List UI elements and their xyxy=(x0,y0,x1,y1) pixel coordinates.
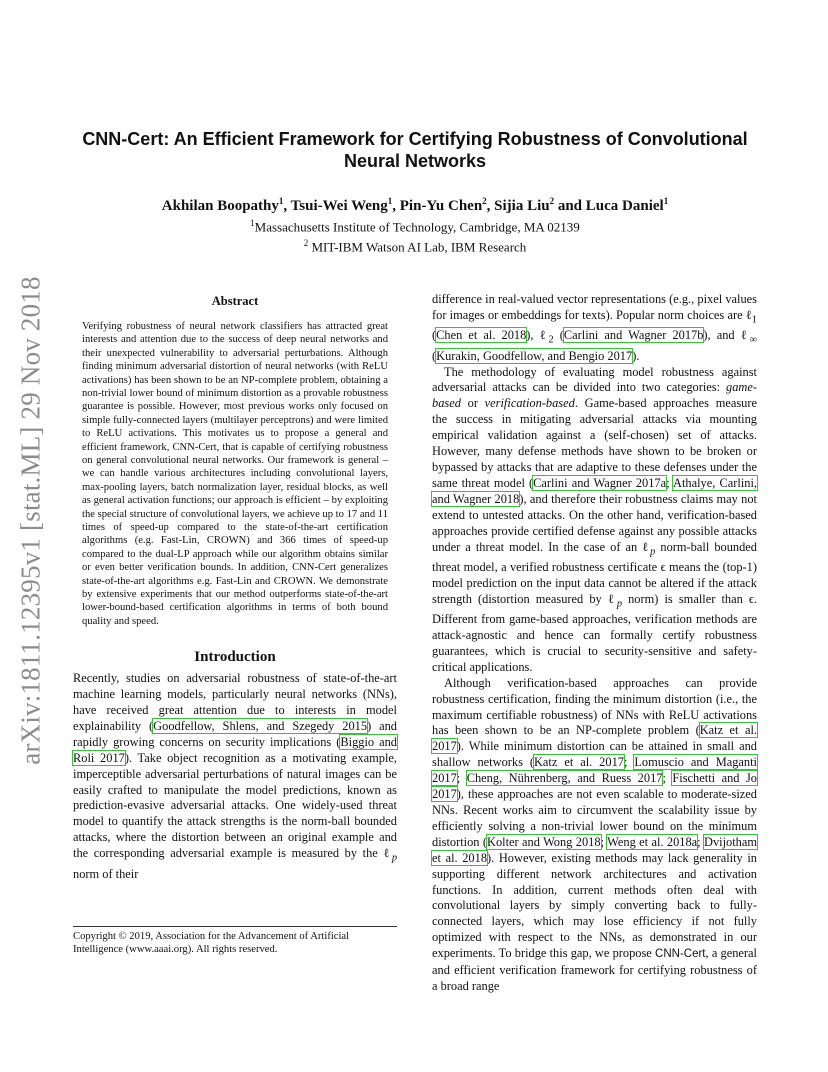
author-affil-mark: 1 xyxy=(663,196,669,206)
paragraph-verification: Although verification-based approaches can provide robustness certification, finding the minimum distortion (i.e., the maximum certifiable robustness) of NNs with ReLU activations has been shown to be an NP-complete problem (Katz et al. 2017). While minimum distortion can be attained in small and shallow networks (Katz et al. 2017; Lomuscio and Maganti 2017; Cheng, Nührenberg, and Ruess 2017; Fischetti and Jo 2017), these approaches are not even scalable to moderate-sized NNs. Recent works aim to circumvent the scalability issue by efficiently solving a non-trivial lower bound on the minimum distortion (Kolter and Wong 2018; Weng et al. 2018a; Dvijotham et al. 2018). However, existing methods may lack generality in supporting different network architectures and activation functions. In addition, current methods often deal with convolutional layers by simply converting back to fully-connected layers, which may lose efficiency if not fully optimized with respect to the NNs, as demonstrated in our experiments. To bridge this gap, we propose CNN-Cert, a general and efficient verification framework for certifying robustness of a broad range xyxy=(432,675,757,993)
citation-link[interactable]: Athalye, Carlini, and Wagner 2018 xyxy=(432,475,757,506)
citation-link[interactable]: Lomuscio and Maganti 2017 xyxy=(432,755,757,786)
arxiv-stamp: arXiv:1811.12395v1 [stat.ML] 29 Nov 2018 xyxy=(15,275,46,765)
citation-link[interactable]: Carlini and Wagner 2017b xyxy=(563,328,704,343)
author-name: Tsui-Wei Weng xyxy=(290,198,388,214)
paper-header xyxy=(60,128,770,256)
citation-link[interactable]: Dvijotham et al. 2018 xyxy=(432,834,757,865)
affiliation-2 xyxy=(60,235,770,255)
citation-link[interactable]: Fischetti and Jo 2017 xyxy=(432,771,757,802)
citation-link[interactable]: Carlini and Wagner 2017a xyxy=(533,475,667,490)
citation-link[interactable]: Katz et al. 2017 xyxy=(533,755,624,770)
intro-heading: Introduction xyxy=(194,649,276,666)
paper-title: CNN-Cert: An Efficient Framework for Certifying Robustness of Convolutional Neural Networks xyxy=(82,129,748,171)
paragraph-methodology: The methodology of evaluating model robustness against adversarial attacks can be divided into two categories: game-based or verification-based. Game-based approaches measure the success in mitigating adversarial attacks via mounting empirical validation against a (self-chosen) set of attacks. However, many defense methods have shown to be broken or bypassed by attacks that are adaptive to these defenses under the same threat model (Carlini and Wagner 2017a; Athalye, Carlini, and Wagner 2018), and therefore their robustness claims may not extend to untested attacks. On the other hand, verification-based approaches provide certified defense against any possible attacks under a threat model. In the case of an ℓ$_p$ norm-ball bounded threat model, a verified robustness certificate ϵ means the (top-1) model prediction on the input data cannot be altered if the attack strength (distortion measured by ℓ$_p$ norm) is smaller than ϵ. Different from game-based approaches, verification methods are attack-agnostic and hence can formally certify robustness guarantees, which is crucial to security-sensitive and safety-critical applications. xyxy=(432,364,757,674)
affil-mark: 1 xyxy=(250,218,255,228)
author-name: Pin-Yu Chen xyxy=(399,198,483,214)
author-name: Akhilan Boopathy xyxy=(161,198,279,214)
author-and: and xyxy=(554,198,586,214)
author-name: Luca Daniel xyxy=(585,198,664,214)
citation-link[interactable]: Weng et al. 2018a xyxy=(607,834,698,849)
abstract-text: Verifying robustness of neural network classifiers has attracted great interests and attention due to the success of deep neural networks and their unexpected vulnerability to adversarial perturbations. Although finding minimum adversarial distortion of neural networks (with ReLU activations) has been shown to be an NP-complete problem, obtaining a non-trivial lower bound of minimum distortion as a provable robustness guarantee is possible. However, most previous works only focused on simple fully-connected layers (multilayer perceptrons) and were limited to ReLU activations. This motivates us to propose a general and efficient framework, CNN-Cert, that is capable of certifying robustness on general convolutional neural networks. Our framework is general – we can handle various architectures including convolutional layers, max-pooling layers, batch normalization layer, residual blocks, as well as general activation functions; our approach is efficient – by exploiting the special structure of convolutional layers, we achieve up to 17 and 11 times of speed-up compared to the state-of-the-art certification algorithms (e.g. Fast-Lin, CROWN) and 366 times of speed-up compared to the dual-LP approach while our algorithm obtains similar or even better verification bounds. In addition, CNN-Cert generalizes state-of-the-art algorithms e.g. Fast-Lin and CROWN. We demonstrate by extensive experiments that our method outperforms state-of-the-art lower-bound-based certification algorithms in terms of both bound quality and speed. xyxy=(82,320,388,627)
left-column xyxy=(73,292,397,882)
citation-link[interactable]: Biggio and Roli 2017 xyxy=(73,734,397,765)
affil-mark: 2 xyxy=(303,238,309,249)
author-affil-mark: 2 xyxy=(482,196,487,206)
affiliation-1 xyxy=(60,215,770,235)
citation-link[interactable]: Katz et al. 2017 xyxy=(432,723,757,754)
copyright-notice: Copyright © 2019, Association for the Advancement of Artificial Intelligence (www.aaai.org). All rights reserved. xyxy=(73,926,397,956)
author-affil-mark: 1 xyxy=(278,196,284,206)
affil-text: MIT-IBM Watson AI Lab, IBM Research xyxy=(308,239,527,255)
intro-paragraph: Recently, studies on adversarial robustness of state-of-the-art machine learning models, particularly neural networks (NNs), have received great attention due to interests in model explainability (Goodfellow, Shlens, and Szegedy 2015) and rapidly growing concerns on security implications (Biggio and Roli 2017). Take object recognition as a motivating example, imperceptible adversarial perturbations of natural images can be easily crafted to manipulate the model predictions, known as prediction-evasive adversarial attacks. One widely-used threat model to quantify the attack strengths is the norm-ball bounded attacks, where the distortion between an original example and the corresponding adversarial example is measured by the ℓ$_p$ norm of their xyxy=(73,671,397,881)
author-separator: , xyxy=(486,198,495,214)
author-list xyxy=(60,192,770,215)
citation-link[interactable]: Chen et al. 2018 xyxy=(436,328,527,343)
author-affil-mark: 2 xyxy=(549,196,555,206)
paragraph-norms: difference in real-valued vector representations (e.g., pixel values for images or embeddings for texts). Popular norm choices are ℓ$_1$ (Chen et al. 2018), ℓ$_2$ (Carlini and Wagner 2017b), and ℓ$_\infty$ (Kurakin, Goodfellow, and Bengio 2017). xyxy=(432,292,757,363)
abstract-heading: Abstract xyxy=(211,294,259,308)
right-column xyxy=(432,292,757,995)
author-affil-mark: 1 xyxy=(387,196,393,206)
citation-link[interactable]: Cheng, Nührenberg, and Ruess 2017 xyxy=(466,771,663,786)
citation-link[interactable]: Kurakin, Goodfellow, and Bengio 2017 xyxy=(436,348,633,363)
citation-link[interactable]: Goodfellow, Shlens, and Szegedy 2015 xyxy=(153,718,368,733)
affil-text: Massachusetts Institute of Technology, Cambridge, MA 02139 xyxy=(254,219,580,235)
citation-link[interactable]: Kolter and Wong 2018 xyxy=(487,834,601,849)
author-separator: , xyxy=(392,198,400,214)
author-name: Sijia Liu xyxy=(494,198,550,214)
method-name: CNN-Cert xyxy=(655,948,706,961)
author-separator: , xyxy=(283,198,291,214)
